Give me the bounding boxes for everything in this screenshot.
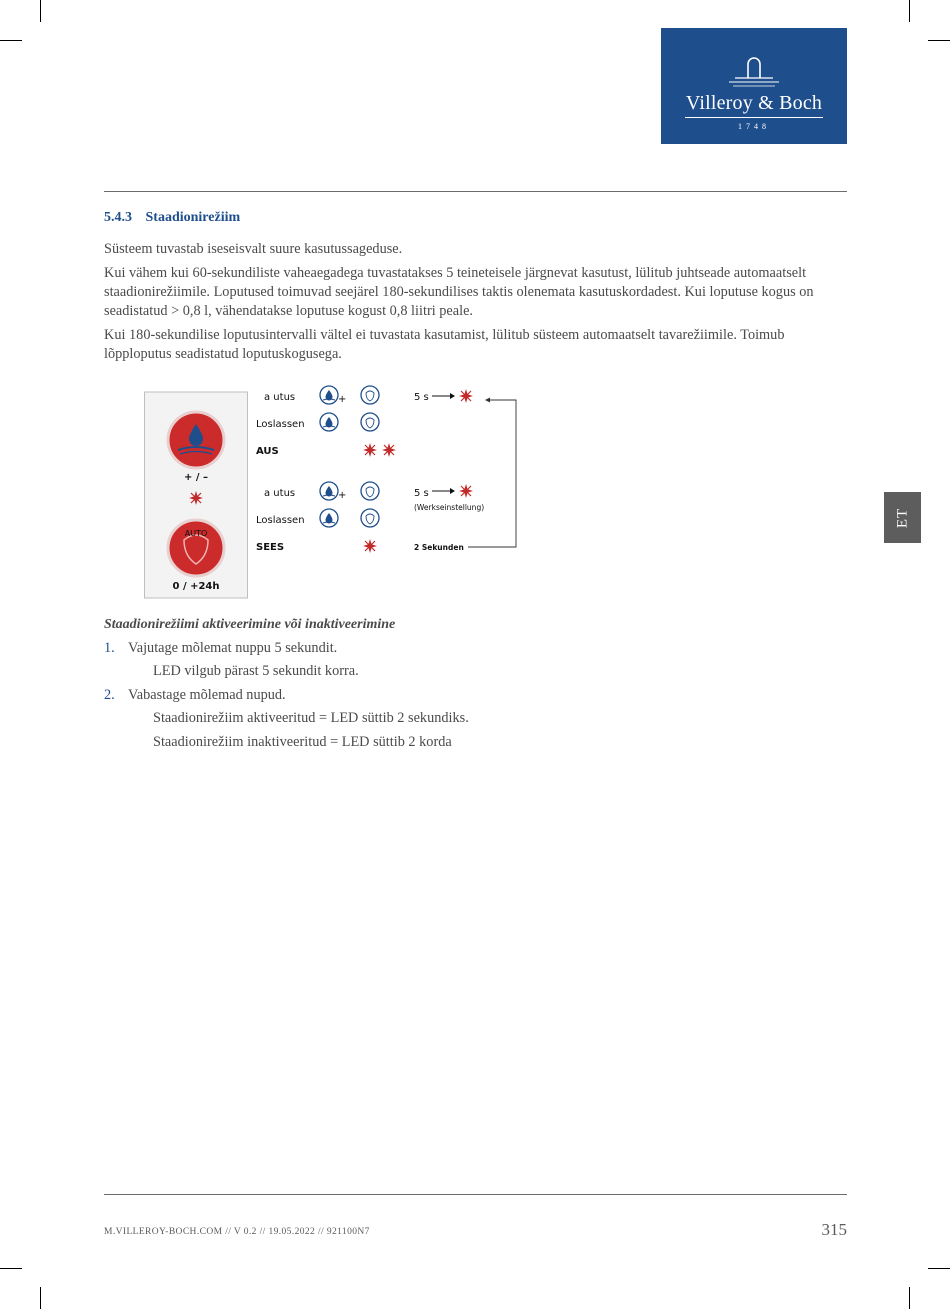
arrow-head [450,393,455,399]
brand-year: 1748 [738,122,770,131]
bottom-rule [104,1194,847,1195]
row-time: 5 s [414,488,429,499]
top-rule [104,191,847,192]
crop-mark [0,1268,22,1269]
arrow-head [485,398,490,403]
auto-button-caption: AUTO [184,529,208,538]
crop-mark [928,40,950,41]
step-number: 1. [104,640,115,656]
fountain-logo-icon [661,28,847,88]
brand-underline [685,117,823,118]
led-star-icon [363,539,377,553]
step-number: 2. [104,687,115,703]
step-text: Vajutage mõlemat nuppu 5 sekundit. [128,640,338,656]
arrow-head [450,488,455,494]
led-star-icon [459,484,473,498]
flush-small-icon [320,413,338,431]
footer-info: M.VILLEROY-BOCH.COM // V 0.2 // 19.05.2022 // 921100N7 [104,1227,370,1237]
row-label: Loslassen [256,419,305,430]
subheading: Staadionirežiimi aktiveerimine või inaktiveerimine [104,617,396,632]
language-tab [884,492,921,543]
auto-small-icon [361,386,379,404]
crop-mark [928,1268,950,1269]
row-label: AUS [256,446,279,457]
row-time: 5 s [414,392,429,403]
plus-glyph: + [338,394,347,405]
loop-connector [468,400,516,547]
row-label: a utus [264,392,296,403]
auto-small-icon [361,413,379,431]
step-detail: Staadionirežiim inaktiveeritud = LED süttib 2 korda [153,734,452,750]
section-title: Staadionirežiim [145,210,241,225]
flush-small-icon [320,482,338,500]
crop-mark [40,0,41,22]
section-heading [104,210,240,226]
flush-button-label: + / – [184,472,208,483]
led-star-icon [382,443,396,457]
plus-glyph: + [338,490,347,501]
crop-mark [909,1287,910,1309]
step-text: Vabastage mõlemad nupud. [128,687,286,703]
stadium-mode-diagram [144,380,524,602]
language-tab-label: ET [894,507,910,528]
page-number: 315 [821,1220,847,1239]
row-note: 2 Sekunden [414,543,464,552]
flush-small-icon [320,386,338,404]
auto-small-icon [361,509,379,527]
crop-mark [0,40,22,41]
flush-small-icon [320,509,338,527]
brand-name: Villeroy & Boch [685,92,823,114]
auto-button-label: 0 / +24h [172,581,220,592]
row-note: (Werkseinstellung) [414,503,485,512]
brand-logo [661,28,847,144]
row-label: Loslassen [256,515,305,526]
section-number: 5.4.3 [104,210,132,225]
flush-button [168,412,224,468]
row-label: SEES [256,542,285,553]
paragraph: Kui 180-sekundilise loputusintervalli vältel ei tuvastata kasutamist, lülitub süsteem automaatselt tavarežiimile. Toimub lõpploputus seadistatud loputuskogusega. [104,327,785,362]
paragraph: Kui vähem kui 60-sekundiliste vaheaegadega tuvastatakses 5 teineteisele järgnevat kasutust, lülitub juhtseade automaatselt staadionirežiimile. Loputused toimuvad seejärel 180-sekundilises taktis olenemata kasutuskordadest. Kui loputuse kogus on seadistatud > 0,8 l, vähendatakse loputuse kogust 0,8 liitri peale. [104,265,814,319]
paragraph: Süsteem tuvastab iseseisvalt suure kasutussageduse. [104,241,403,257]
crop-mark [909,0,910,22]
step-detail: Staadionirežiim aktiveeritud = LED süttib 2 sekundiks. [153,710,469,726]
row-label: a utus [264,488,296,499]
crop-mark [40,1287,41,1309]
led-star-icon [189,491,203,505]
led-star-icon [459,389,473,403]
step-detail: LED vilgub pärast 5 sekundit korra. [153,663,359,679]
led-star-icon [363,443,377,457]
auto-small-icon [361,482,379,500]
